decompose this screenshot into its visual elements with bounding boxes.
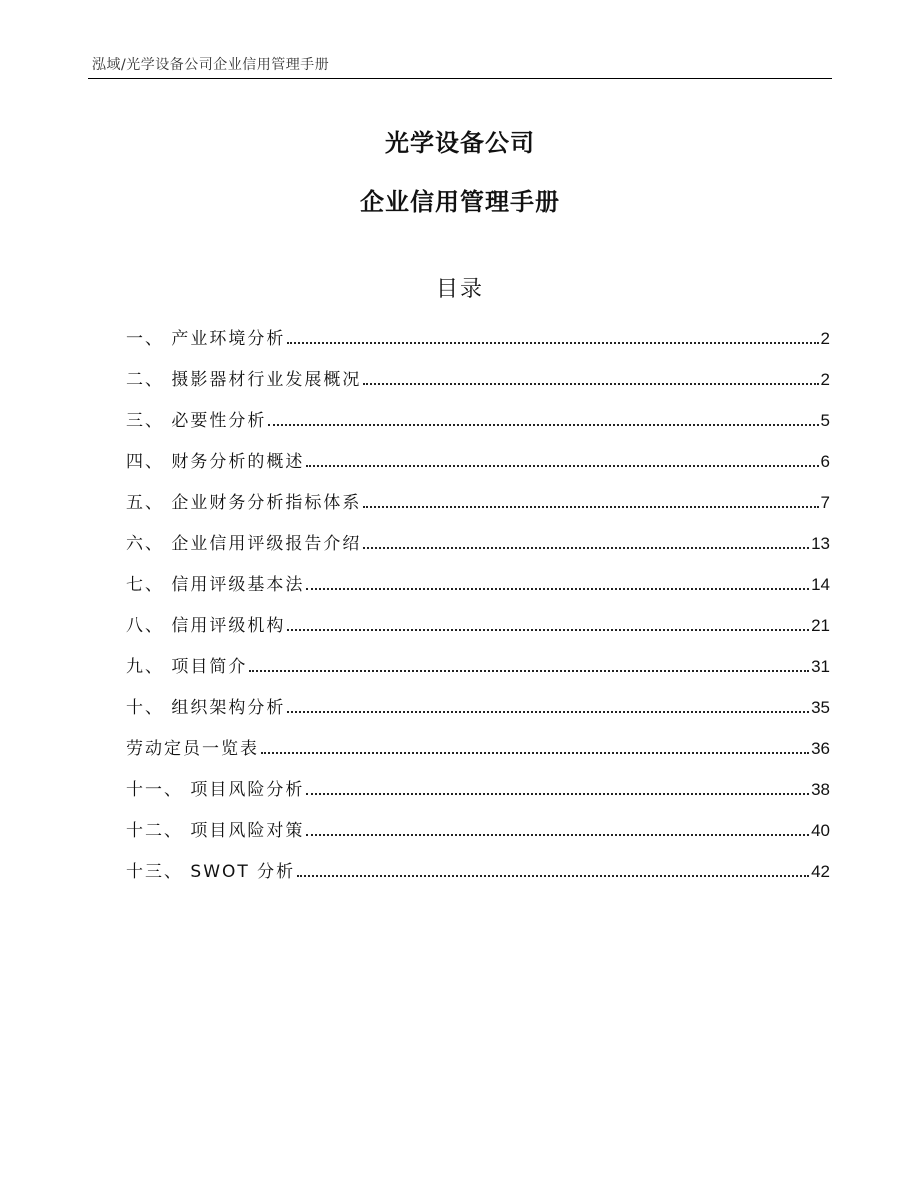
toc-entry[interactable]	[126, 488, 830, 529]
toc-entry-page: 40	[811, 821, 830, 840]
toc-entry-page: 2	[820, 329, 830, 348]
toc-entry-page: 42	[811, 862, 830, 881]
toc-entry-page: 6	[820, 452, 830, 471]
document-title-company: 光学设备公司	[385, 129, 535, 157]
toc-dot-leader	[306, 588, 809, 590]
toc-dot-leader	[287, 342, 818, 344]
toc-entry-page: 5	[820, 411, 830, 430]
toc-entry-label: 一、 产业环境分析	[126, 329, 286, 349]
toc-entry-label: 十三、 SWOT 分析	[126, 862, 296, 882]
toc-entry[interactable]	[126, 365, 830, 406]
toc-dot-leader	[249, 670, 809, 672]
toc-entry-label: 八、 信用评级机构	[126, 616, 286, 636]
toc-entry-page: 7	[820, 493, 830, 512]
toc-dot-leader	[297, 875, 809, 877]
toc-entry-label: 六、 企业信用评级报告介绍	[126, 534, 362, 554]
toc-entry-page: 14	[811, 575, 830, 594]
running-header: 泓域/光学设备公司企业信用管理手册	[92, 57, 330, 73]
toc-entry[interactable]	[126, 529, 830, 570]
toc-dot-leader	[287, 711, 809, 713]
toc-dot-leader	[268, 424, 818, 426]
toc-entry-page: 2	[820, 370, 830, 389]
toc-dot-leader	[363, 547, 809, 549]
toc-dot-leader	[306, 793, 809, 795]
toc-entry-label: 二、 摄影器材行业发展概况	[126, 370, 362, 390]
toc-dot-leader	[363, 383, 818, 385]
toc-dot-leader	[261, 752, 809, 754]
toc-entry-page: 31	[811, 657, 830, 676]
document-title-manual: 企业信用管理手册	[360, 188, 560, 216]
toc-entry-label: 七、 信用评级基本法	[126, 575, 305, 595]
toc-entry[interactable]	[126, 734, 830, 775]
toc-entry[interactable]	[126, 775, 830, 816]
toc-entry[interactable]	[126, 611, 830, 652]
toc-entry-label: 四、 财务分析的概述	[126, 452, 305, 472]
toc-entry[interactable]	[126, 857, 830, 898]
toc-entry-page: 38	[811, 780, 830, 799]
toc-entry-label: 十二、 项目风险对策	[126, 821, 305, 841]
toc-dot-leader	[287, 629, 809, 631]
toc-dot-leader	[363, 506, 818, 508]
toc-entry-label: 三、 必要性分析	[126, 411, 267, 431]
header-rule	[88, 78, 832, 79]
toc-entry[interactable]	[126, 324, 830, 365]
toc-entry[interactable]	[126, 693, 830, 734]
toc-entry-page: 36	[811, 739, 830, 758]
toc-heading: 目录	[435, 277, 484, 302]
toc-entry-page: 35	[811, 698, 830, 717]
toc-entry-label: 五、 企业财务分析指标体系	[126, 493, 362, 513]
toc-entry[interactable]	[126, 652, 830, 693]
toc-dot-leader	[306, 834, 809, 836]
toc-entry[interactable]	[126, 447, 830, 488]
toc-entry-page: 13	[811, 534, 830, 553]
toc-dot-leader	[306, 465, 818, 467]
toc-entry-page: 21	[811, 616, 830, 635]
toc-entry-label: 十、 组织架构分析	[126, 698, 286, 718]
toc-entry[interactable]	[126, 406, 830, 447]
toc-entry-label: 十一、 项目风险分析	[126, 780, 305, 800]
toc-entry-label: 劳动定员一览表	[126, 739, 259, 759]
table-of-contents	[126, 324, 830, 898]
toc-entry[interactable]	[126, 816, 830, 857]
toc-entry[interactable]	[126, 570, 830, 611]
toc-entry-label: 九、 项目简介	[126, 657, 248, 677]
